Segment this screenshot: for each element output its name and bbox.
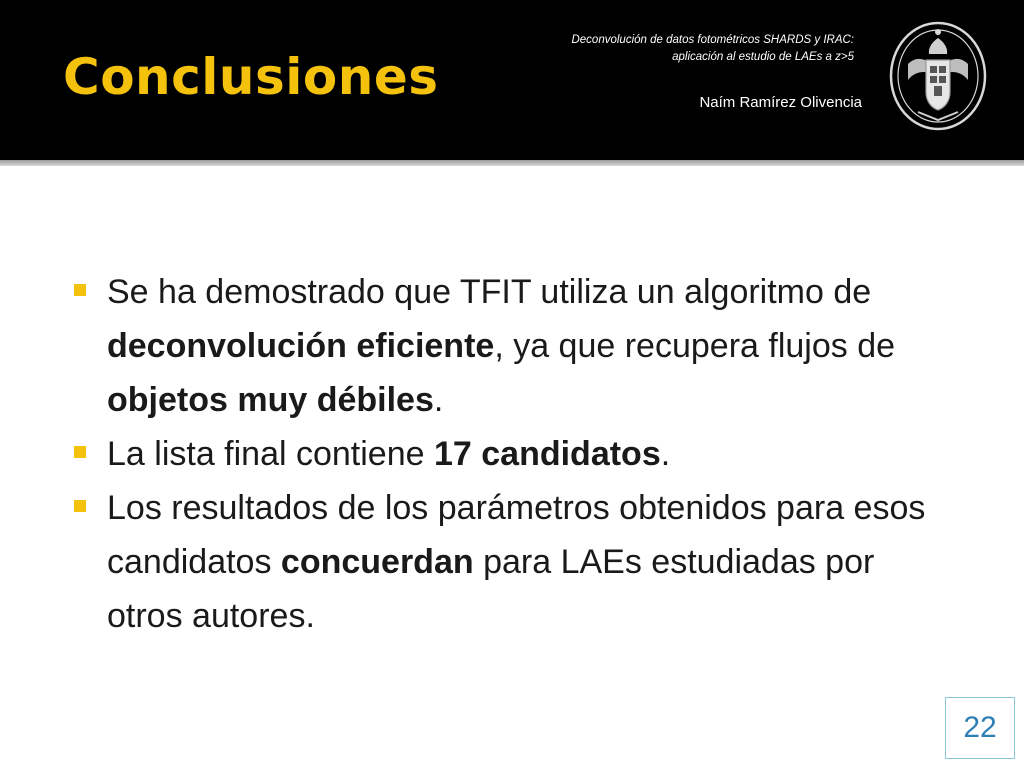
bullet-text: La lista final contiene 17 candidatos. (107, 435, 671, 473)
square-bullet-icon (74, 284, 86, 296)
bullet-item (74, 427, 954, 481)
slide-number: 22 (945, 697, 1015, 759)
bullet-text: Los resultados de los parámetros obtenidos para esos candidatos concuerdan para LAEs estudiadas por otros autores. (107, 489, 926, 635)
emphasis-text: deconvolución eficiente (107, 327, 495, 365)
university-seal-icon (888, 20, 988, 132)
slide-body (74, 265, 954, 643)
presentation-subtitle (454, 32, 854, 66)
header-bar (0, 0, 1024, 160)
emphasis-text: objetos muy débiles (107, 381, 434, 419)
subtitle-line-2: aplicación al estudio de LAEs a z>5 (672, 51, 854, 63)
square-bullet-icon (74, 500, 86, 512)
bullet-list (74, 265, 954, 643)
emphasis-text: concuerdan (280, 543, 474, 581)
subtitle-line-1: Deconvolución de datos fotométricos SHARDS y IRAC: (571, 34, 854, 46)
header-divider (0, 160, 1024, 166)
square-bullet-icon (74, 446, 86, 458)
slide-title: Conclusiones (63, 48, 439, 106)
author-name: Naím Ramírez Olivencia (699, 94, 862, 111)
bullet-item (74, 481, 954, 643)
bullet-item (74, 265, 954, 427)
bullet-text: Se ha demostrado que TFIT utiliza un algoritmo de deconvolución eficiente, ya que recupera flujos de objetos muy débiles. (107, 273, 896, 419)
emphasis-text: 17 candidatos (433, 435, 661, 473)
